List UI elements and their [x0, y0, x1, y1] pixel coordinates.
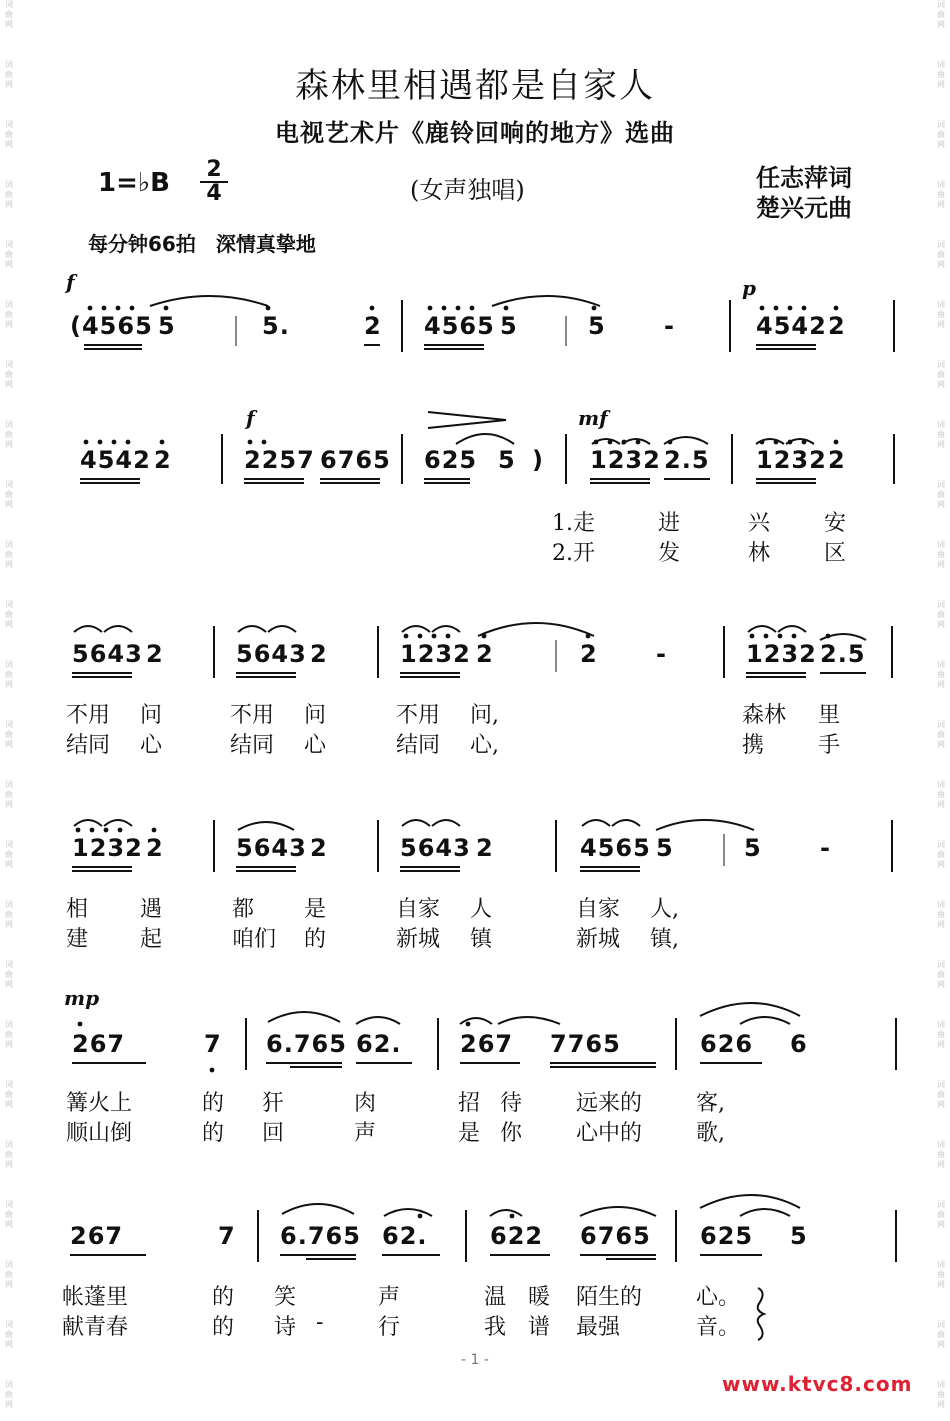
note-group: 5 [158, 312, 176, 340]
note-group: (4565 [70, 312, 153, 340]
lyric: 谱 [528, 1315, 551, 1340]
lyric: 帐蓬里 [62, 1285, 129, 1310]
lyric: 篝火上 [66, 1091, 133, 1116]
note-group: 1232 [400, 640, 471, 668]
lyric: - [316, 1310, 324, 1335]
note-group: 5643 [236, 640, 307, 668]
note-group: 267 [72, 1030, 126, 1058]
note-group: 6.765 [266, 1030, 347, 1058]
lyric: 诗 [274, 1315, 297, 1340]
note-group: - [664, 312, 675, 340]
note-group: 62. [382, 1222, 428, 1250]
watermark-left: 词 曲 网 词 曲 网 词 曲 网 词 曲 网 词 曲 网 词 曲 网 词 曲 网 词 曲 网 词 曲 网 词 曲 网 词 曲 网 词 曲 网 词 曲 网 词 曲 网 词 曲 网 词 曲 网 词 曲 网 词 曲 网 词 曲 网 词 曲 网 词 曲 网 词 曲 网 词 曲 网 词 曲 网 [5, 0, 13, 1409]
lyric: 回 [262, 1121, 285, 1146]
lyric: 声 [378, 1285, 401, 1310]
note-group: 5643 [236, 834, 307, 862]
performance-note: (女声独唱) [410, 176, 525, 204]
lyric: 发 [658, 541, 681, 566]
note-group: 5643 [72, 640, 143, 668]
lyricist-credit: 任志萍词 [756, 163, 852, 192]
lyric: 携 [742, 733, 765, 758]
note-group: ) [532, 446, 544, 474]
lyric: 的 [304, 927, 327, 952]
lyric: 遇 [140, 897, 163, 922]
note-group: - [656, 640, 667, 668]
lyric: 区 [824, 541, 847, 566]
note-group: 2 [146, 640, 164, 668]
lyric: 自家 [396, 897, 441, 922]
lyric: 的 [212, 1285, 235, 1310]
lyric: 1.走 [552, 511, 595, 536]
lyric: 暖 [528, 1285, 551, 1310]
lyric: 2.开 [552, 541, 595, 566]
lyric: 心 [140, 733, 163, 758]
lyric: 里 [818, 703, 841, 728]
note-group: 1232 [746, 640, 817, 668]
lyric: 的 [202, 1121, 225, 1146]
watermark-right: 词 曲 网 词 曲 网 词 曲 网 词 曲 网 词 曲 网 词 曲 网 词 曲 网 词 曲 网 词 曲 网 词 曲 网 词 曲 网 词 曲 网 词 曲 网 词 曲 网 词 曲 网 词 曲 网 词 曲 网 词 曲 网 词 曲 网 词 曲 网 词 曲 网 词 曲 网 词 曲 网 词 曲 网 [937, 0, 945, 1409]
lyric: 心, [470, 733, 499, 758]
lyric: 森林 [742, 703, 787, 728]
lyric: 待 [500, 1091, 523, 1116]
lyric: 新城 [576, 927, 621, 952]
key-signature: 1=♭B [98, 168, 170, 198]
note-group: 267 [460, 1030, 514, 1058]
lyric: 人, [650, 897, 679, 922]
lyric: 结同 [230, 733, 275, 758]
lyric: 音。 [696, 1315, 741, 1340]
lyric: 问 [140, 703, 163, 728]
lyric: 镇, [650, 927, 679, 952]
lyric: 手 [818, 733, 841, 758]
note-group: 2 [476, 834, 494, 862]
note-group: 5 [656, 834, 674, 862]
lyric: 声 [354, 1121, 377, 1146]
dynamic-mark: f [246, 406, 255, 430]
lyric: 建 [66, 927, 89, 952]
lyric: 肉 [354, 1091, 377, 1116]
note-group: 6765 [320, 446, 391, 474]
note-group: 7 [218, 1222, 236, 1250]
lyric: 林 [748, 541, 771, 566]
note-group: 1232 [72, 834, 143, 862]
note-group: 625 [700, 1222, 754, 1250]
lyric: 心中的 [576, 1121, 643, 1146]
song-title: 森林里相遇都是自家人 [295, 66, 655, 106]
note-group: 2.5 [664, 446, 710, 474]
note-group: 2 [828, 446, 846, 474]
lyric: 自家 [576, 897, 621, 922]
lyric: 结同 [66, 733, 111, 758]
page-number: - 1 - [461, 1352, 489, 1368]
lyric: 兴 [748, 511, 771, 536]
lyric: 犴 [262, 1091, 285, 1116]
note-group: 2257 [244, 446, 315, 474]
note-group: - [820, 834, 831, 862]
lyric: 温 [484, 1285, 507, 1310]
note-group: 2 [476, 640, 494, 668]
song-subtitle: 电视艺术片《鹿铃回响的地方》选曲 [275, 118, 675, 147]
time-signature [200, 157, 228, 206]
lyric: 不用 [396, 703, 441, 728]
lyric: 结同 [396, 733, 441, 758]
lyric: 的 [202, 1091, 225, 1116]
lyric: 心 [304, 733, 327, 758]
lyric: 是 [304, 897, 327, 922]
composer-credit: 楚兴元曲 [756, 193, 852, 222]
note-group: 2 [828, 312, 846, 340]
lyric: 问, [470, 703, 499, 728]
lyric: 咱们 [232, 927, 277, 952]
note-group: 5 [790, 1222, 808, 1250]
note-group: 4565 [580, 834, 651, 862]
note-group: 4565 [424, 312, 495, 340]
note-group: 6765 [580, 1222, 651, 1250]
note-group: 62. [356, 1030, 402, 1058]
note-group: 2 [580, 640, 598, 668]
note-group: 6 [790, 1030, 808, 1058]
note-group: 5 [744, 834, 762, 862]
lyric: 的 [212, 1315, 235, 1340]
lyric: 陌生的 [576, 1285, 643, 1310]
lyric: 最强 [576, 1315, 621, 1340]
note-group: 6.765 [280, 1222, 361, 1250]
note-group: 626 [700, 1030, 754, 1058]
note-group: 4542 [756, 312, 827, 340]
lyric: 镇 [470, 927, 493, 952]
note-group: 622 [490, 1222, 544, 1250]
note-group: 2 [154, 446, 172, 474]
note-group: 5643 [400, 834, 471, 862]
note-group: 7765 [550, 1030, 621, 1058]
note-group: 2 [310, 834, 328, 862]
lyric: 新城 [396, 927, 441, 952]
note-group: 4542 [80, 446, 151, 474]
lyric: 问 [304, 703, 327, 728]
lyric: 心。 [696, 1285, 741, 1310]
note-group: 1232 [756, 446, 827, 474]
lyric: 进 [658, 511, 681, 536]
meter-numerator: 2 [206, 157, 222, 182]
site-logo[interactable]: www.ktvc8.com [722, 1372, 913, 1396]
lyric: 人 [470, 897, 493, 922]
note-group: 5 [500, 312, 518, 340]
lyric: 相 [66, 897, 89, 922]
lyric: 不用 [230, 703, 275, 728]
lyric: 献青春 [62, 1315, 129, 1340]
note-group: 5 [588, 312, 606, 340]
lyric: 行 [378, 1315, 401, 1340]
note-group: 2 [364, 312, 382, 340]
note-group: 1232 [590, 446, 661, 474]
dynamic-mark: f [66, 270, 75, 294]
note-group: 5. [262, 312, 290, 340]
dynamic-mark: p [742, 276, 756, 300]
lyric: 顺山倒 [66, 1121, 133, 1146]
lyric: 远来的 [576, 1091, 643, 1116]
note-group: 2 [146, 834, 164, 862]
note-group: 2.5 [820, 640, 866, 668]
lyric: 起 [140, 927, 163, 952]
lyric: 我 [484, 1315, 507, 1340]
dynamic-mark: mp [64, 986, 100, 1010]
meter-denominator: 4 [206, 181, 222, 206]
note-group: 2 [310, 640, 328, 668]
lyric: 歌, [696, 1121, 725, 1146]
note-group: 7 [204, 1030, 222, 1058]
lyric: 招 [458, 1091, 481, 1116]
note-group: 267 [70, 1222, 124, 1250]
lyric: 你 [500, 1121, 523, 1146]
note-group: 625 [424, 446, 478, 474]
lyric: 不用 [66, 703, 111, 728]
dynamic-mark: mf [578, 406, 608, 430]
tempo-marking: 每分钟66拍 深情真挚地 [88, 232, 316, 256]
lyric: 安 [824, 511, 847, 536]
note-group: 5 [498, 446, 516, 474]
lyric: 笑 [274, 1285, 297, 1310]
lyric: 都 [232, 897, 255, 922]
lyric: 是 [458, 1121, 481, 1146]
lyric: 客, [696, 1091, 725, 1116]
